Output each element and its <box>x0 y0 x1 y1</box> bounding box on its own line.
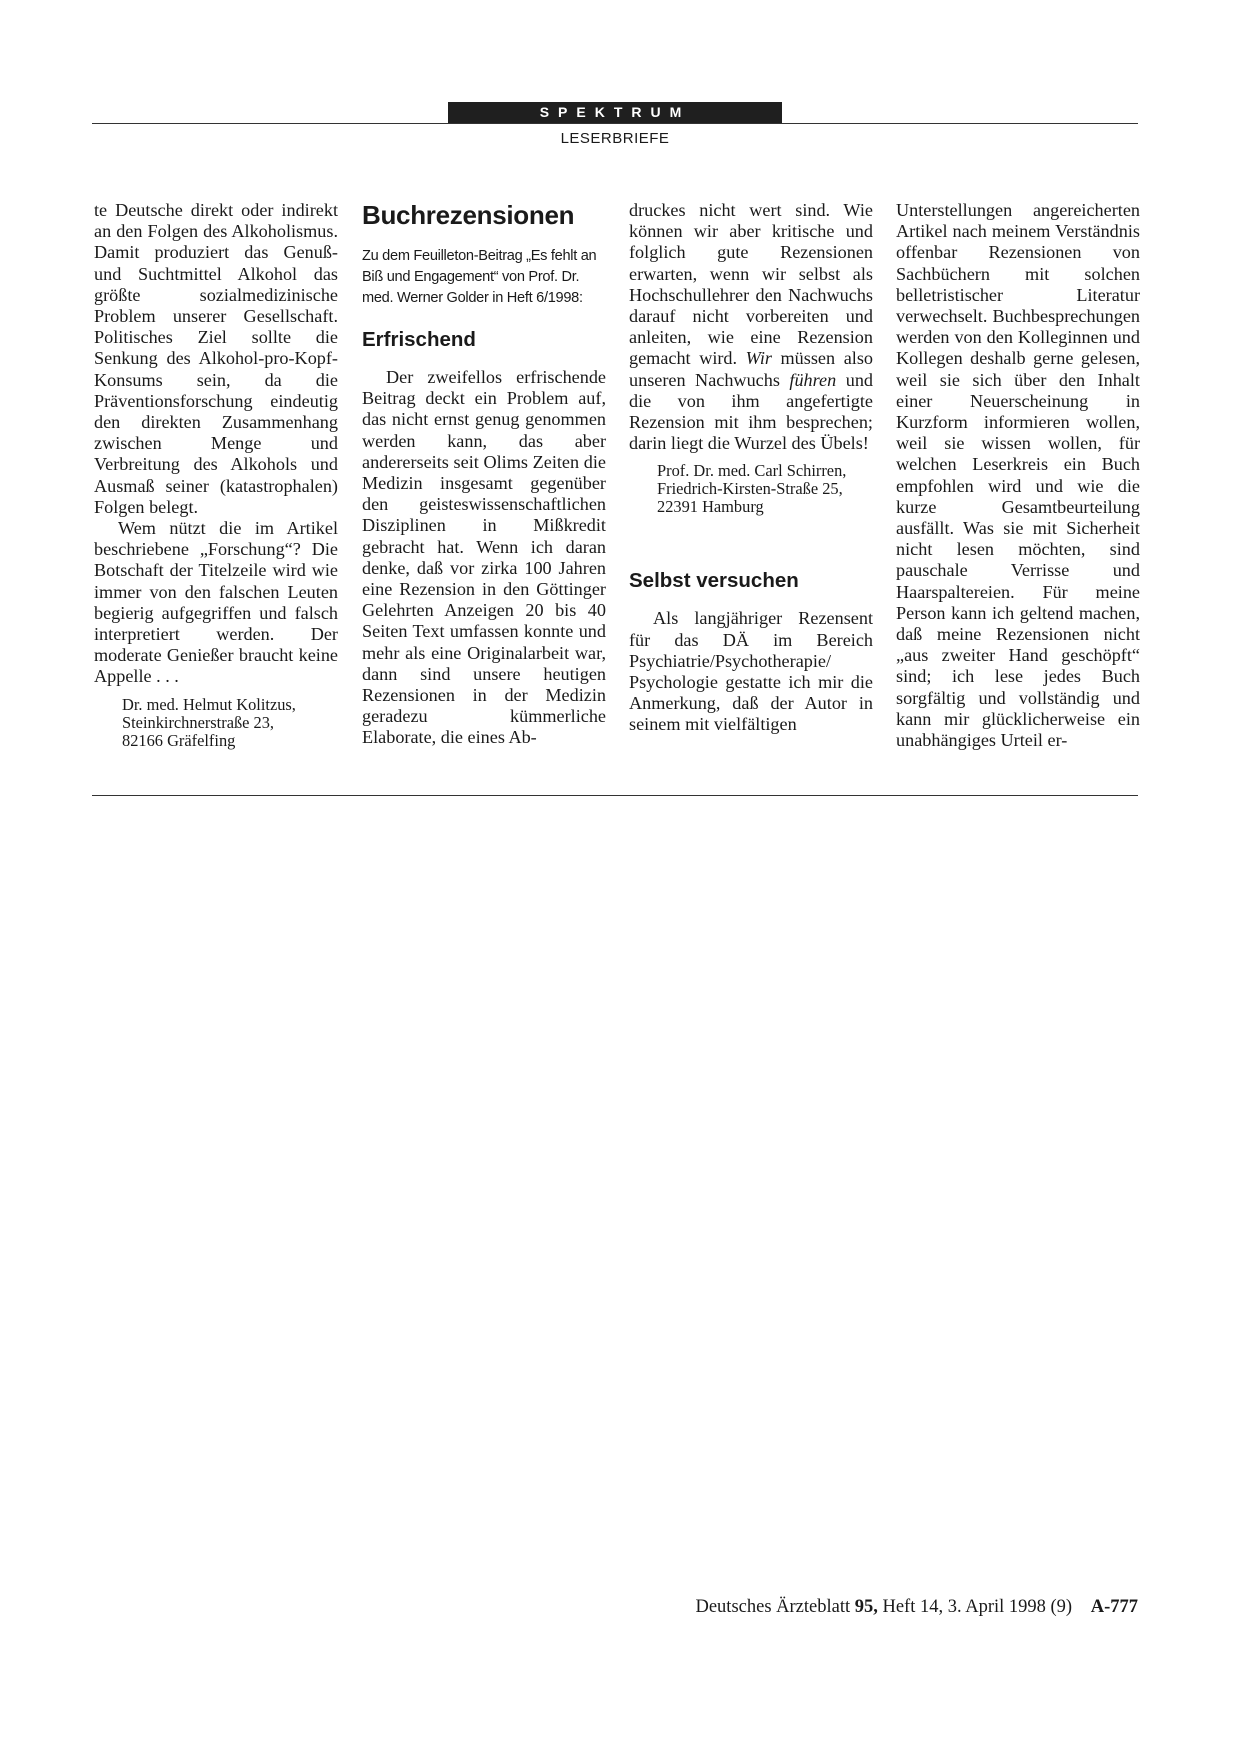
journal-issue: Heft 14, 3. April 1998 (9) <box>882 1597 1073 1617</box>
content-bottom-divider <box>92 795 1138 796</box>
signature-name: Prof. Dr. med. Carl Schirren, <box>657 461 847 481</box>
header-divider <box>92 123 1138 124</box>
signature-street: Friedrich-Kirsten-Straße 25, <box>657 479 843 499</box>
column-1 <box>94 200 338 750</box>
section-subtitle: LESERBRIEFE <box>560 130 670 147</box>
column-2 <box>362 200 606 749</box>
journal-name: Deutsches Ärzteblatt <box>695 1597 851 1617</box>
letter-2-paragraph-continued: druckes nicht wert sind. Wie können wir aber kritische und folglich gute Rezensionen erwarten, wenn wir selbst als Hochschullehrer den Nachwuchs darauf nicht vorbereiten und anleiten, wie eine Rezension gemacht wird. Wir müssen also unseren Nachwuchs führen und die von ihm angefertigte Rezension mit ihm besprechen; darin liegt die Wurzel des Übels! <box>629 200 873 454</box>
letter-1-signature <box>94 696 338 750</box>
letter-3-paragraph-1: Als langjähriger Rezensent für das DÄ im Bereich Psychiatrie/Psychotherapie/ Psychologie gestatte ich mir die Anmerkung, daß der Autor in seinem mit vielfältigen <box>629 608 873 735</box>
page-number: A-777 <box>1090 1597 1138 1617</box>
signature-city: 22391 Hamburg <box>657 497 764 517</box>
journal-volume: 95, <box>854 1597 878 1617</box>
signature-street: Steinkirchnerstraße 23, <box>122 712 275 732</box>
letter-2-paragraph-1: Der zweifellos erfrischende Beitrag deckt ein Problem auf, das nicht ernst genug genommen werden kann, das aber andererseits seit Olims Zeiten die Medizin insgesamt gegenüber den geisteswissenschaftlichen Disziplinen in Mißkredit gebracht hat. Wenn ich daran denke, daß vor zirka 100 Jahren eine Rezension in den Göttinger Gelehrten Anzeigen 20 bis 40 Seiten Text umfassen konnte und mehr als eine Originalarbeit war, dann sind unsere heutigen Rezensionen in der Medizin geradezu kümmerliche Elaborate, die eines Ab- <box>362 367 606 748</box>
column-3 <box>629 200 873 736</box>
article-title: Buchrezensionen <box>362 200 575 230</box>
emphasis-fuehren: führen <box>789 369 837 390</box>
letter-heading-erfrischend: Erfrischend <box>362 328 476 351</box>
signature-city: 82166 Gräfelfing <box>122 730 236 750</box>
reference-note: Zu dem Feuilleton-Beitrag „Es fehlt an Biß und Engagement“ von Prof. Dr. med. Werner Golder in Heft 6/1998: <box>362 248 597 306</box>
column-4 <box>896 200 1140 751</box>
letter-2-signature <box>629 462 873 516</box>
letter-3-paragraph-continued: Unterstellungen angereicherten Artikel nach meinem Verständnis offenbar Rezensionen von Sachbüchern mit solchen belletristischer Literatur verwechselt. Buchbesprechungen werden von den Kolleginnen und Kollegen deshalb gerne gelesen, weil sie sich über den Inhalt einer Neuerscheinung in Kurzform informieren wollen, weil sie wissen wollen, für welchen Leserkreis ein Buch empfohlen wird und wie die kurze Gesamtbeurteilung ausfällt. Was sie mit Sicherheit nicht lesen möchten, sind pauschale Verrisse und Haarspaltereien. Für meine Person kann ich geltend machen, daß meine Rezensionen nicht „aus zweiter Hand geschöpft“ sind; ich lese jedes Buch sorgfältig und vollständig und kann mir glücklicherweise ein unabhängiges Urteil er- <box>896 200 1140 751</box>
emphasis-wir: Wir <box>745 348 772 369</box>
letter-1-paragraph-2: Wem nützt die im Artikel beschriebene „Forschung“? Die Botschaft der Titelzeile wird wie immer von den falschen Leuten begierig aufgegriffen und falsch interpretiert werden. Der moderate Genießer braucht keine Appelle . . . <box>94 518 338 687</box>
signature-name: Dr. med. Helmut Kolitzus, <box>122 694 296 714</box>
letter-heading-selbst-versuchen: Selbst versuchen <box>629 569 799 593</box>
page-footer <box>695 1597 1138 1618</box>
section-banner: SPEKTRUM <box>448 102 782 123</box>
letter-1-paragraph-1: te Deutsche direkt oder indirekt an den Folgen des Alkoholismus. Damit produziert das Genuß- und Suchtmittel Alkohol das größte sozialmedizinische Problem unserer Gesellschaft. Politisches Ziel sollte die Senkung des Alkohol-pro-Kopf-Konsums sein, da die Präventionsforschung eindeutig den direkten Zusammenhang zwischen Menge und Verbreitung des Alkohols und Ausmaß seiner (katastrophalen) Folgen belegt. <box>94 200 338 517</box>
